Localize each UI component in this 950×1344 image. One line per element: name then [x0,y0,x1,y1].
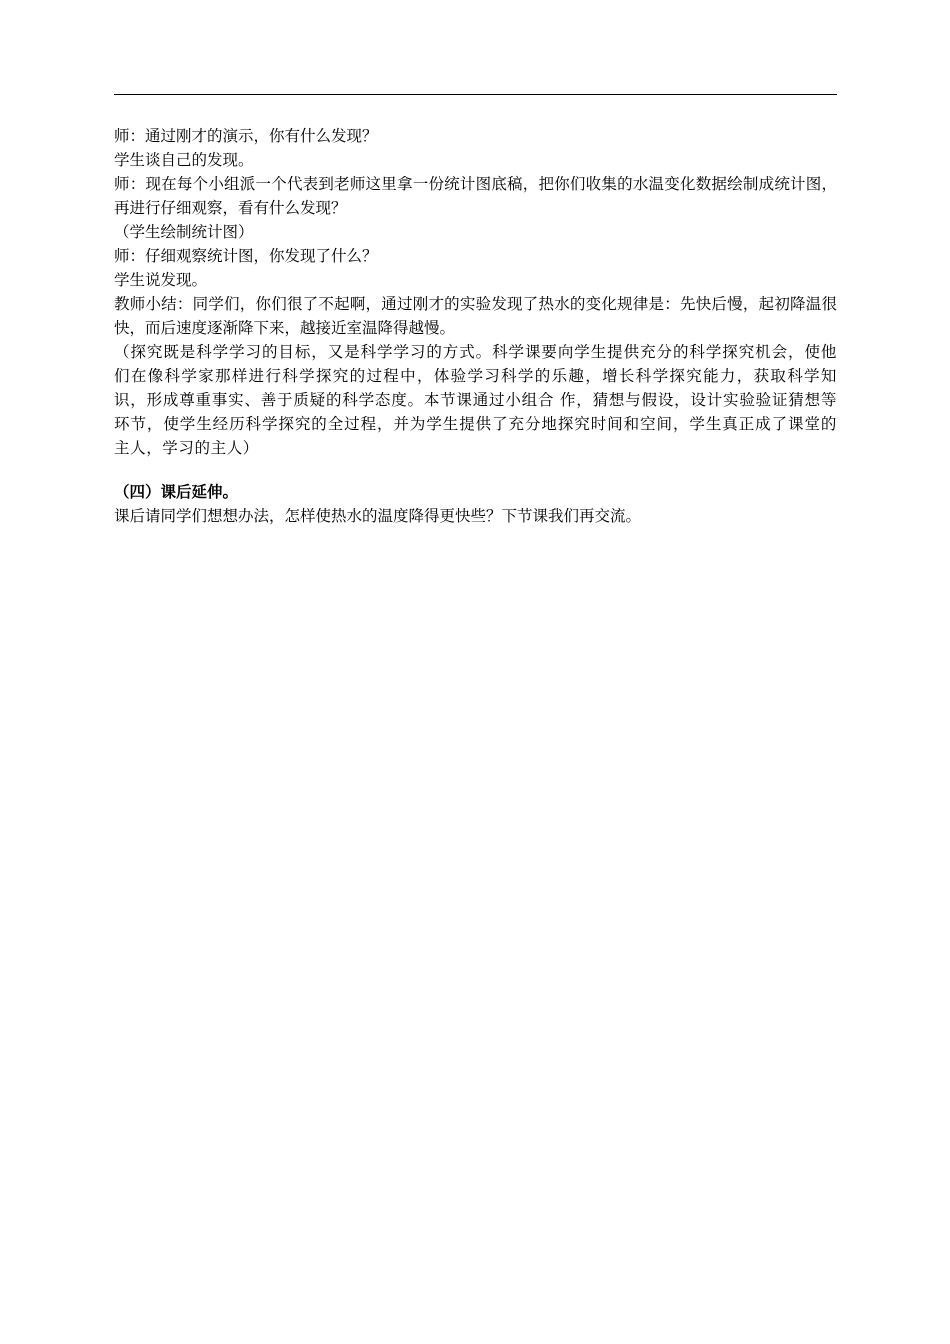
section-heading-extension: （四）课后延伸。 [114,483,239,501]
section-spacer [114,460,837,480]
paragraph-teacher-chart-instruction: 师：现在每个小组派一个代表到老师这里拿一份统计图底稿，把你们收集的水温变化数据绘制成统计图，再进行仔细观察，看有什么发现？ [114,175,837,217]
paragraph-teacher-question: 师：通过刚才的演示，你有什么发现？ [114,127,378,145]
paragraph-teacher-summary: 教师小结：同学们，你们很了不起啊，通过刚才的实验发现了热水的变化规律是：先快后慢，起初降温很快，而后速度逐渐降下来，越接近室温降得越慢。 [114,295,837,337]
header-rule [114,94,837,95]
paragraph-students-draw-chart: （学生绘制统计图） [114,223,254,241]
paragraph-students-report: 学生说发现。 [114,271,208,289]
paragraph-teacher-observe-chart: 师：仔细观察统计图，你发现了什么？ [114,247,378,265]
document-body [114,124,837,528]
paragraph-extension-task: 课后请同学们想想办法，怎样使热水的温度降得更快些？下节课我们再交流。 [114,507,642,525]
paragraph-design-commentary: （探究既是科学学习的目标，又是科学学习的方式。科学课要向学生提供充分的科学探究机会，使他们在像科学家那样进行科学探究的过程中，体验学习科学的乐趣，增长科学探究能力，获取科学知识，形成尊重事实、善于质疑的科学态度。本节课通过小组合 作，猜想与假设，设计实验验证猜想等环节，使学生经历科学探究的全过程，并为学生提供了充分地探究时间和空间，学生真正成了课堂的主人，学习的主人） [114,343,837,457]
paragraph-students-share: 学生谈自己的发现。 [114,151,254,169]
